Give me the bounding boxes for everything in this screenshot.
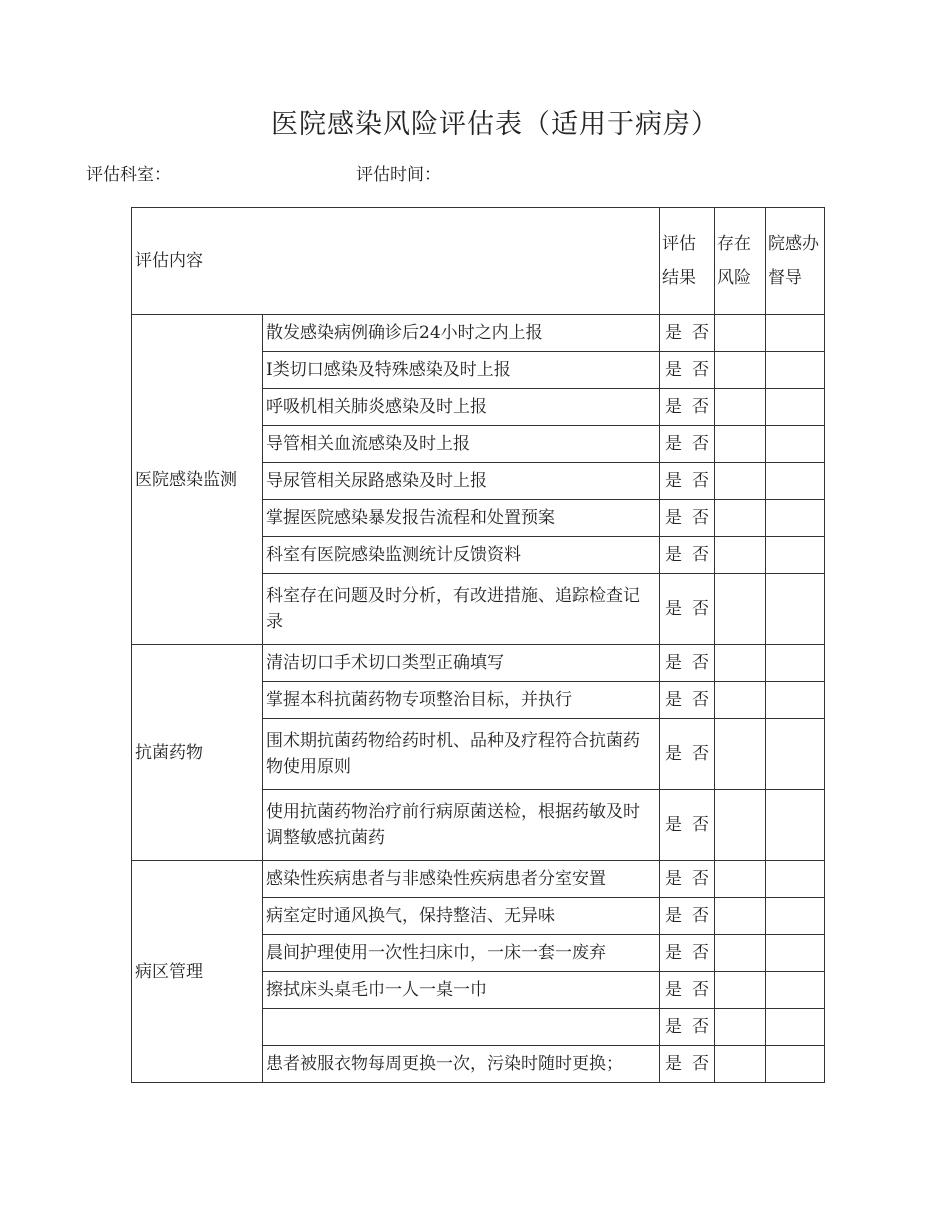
yes-option[interactable]: 是	[665, 434, 682, 454]
supervise-cell[interactable]	[766, 574, 825, 645]
yes-option[interactable]: 是	[665, 653, 682, 673]
result-cell	[660, 463, 715, 500]
result-cell	[660, 790, 715, 861]
supervise-cell[interactable]	[766, 790, 825, 861]
no-option[interactable]: 否	[692, 397, 709, 417]
item-cell: 围术期抗菌药物给药时机、品种及疗程符合抗菌药物使用原则	[263, 719, 660, 790]
risk-cell[interactable]	[715, 645, 766, 682]
no-option[interactable]: 否	[692, 545, 709, 565]
risk-cell[interactable]	[715, 972, 766, 1009]
result-cell	[660, 500, 715, 537]
no-option[interactable]: 否	[692, 360, 709, 380]
supervise-cell[interactable]	[766, 898, 825, 935]
item-cell: 科室存在问题及时分析，有改进措施、追踪检查记录	[263, 574, 660, 645]
result-cell	[660, 574, 715, 645]
no-option[interactable]: 否	[692, 1017, 709, 1037]
item-cell: 呼吸机相关肺炎感染及时上报	[263, 389, 660, 426]
no-option[interactable]: 否	[692, 906, 709, 926]
no-option[interactable]: 否	[692, 744, 709, 764]
risk-cell[interactable]	[715, 1046, 766, 1083]
result-cell	[660, 645, 715, 682]
item-cell: 导尿管相关尿路感染及时上报	[263, 463, 660, 500]
risk-cell[interactable]	[715, 935, 766, 972]
no-option[interactable]: 否	[692, 943, 709, 963]
risk-cell[interactable]	[715, 315, 766, 352]
risk-cell[interactable]	[715, 500, 766, 537]
item-cell: 科室有医院感染监测统计反馈资料	[263, 537, 660, 574]
item-cell: 擦拭床头桌毛巾一人一桌一巾	[263, 972, 660, 1009]
yes-option[interactable]: 是	[665, 815, 682, 835]
category-cell: 病区管理	[132, 861, 263, 1083]
yes-option[interactable]: 是	[665, 545, 682, 565]
no-option[interactable]: 否	[692, 980, 709, 1000]
assessment-table	[131, 207, 825, 1083]
header-content: 评估内容	[132, 208, 660, 315]
no-option[interactable]: 否	[692, 471, 709, 491]
item-cell: I类切口感染及特殊感染及时上报	[263, 352, 660, 389]
result-cell	[660, 935, 715, 972]
result-cell	[660, 537, 715, 574]
item-cell: 病室定时通风换气，保持整洁、无异味	[263, 898, 660, 935]
result-cell	[660, 861, 715, 898]
no-option[interactable]: 否	[692, 653, 709, 673]
result-cell	[660, 719, 715, 790]
supervise-cell[interactable]	[766, 1046, 825, 1083]
result-cell	[660, 682, 715, 719]
risk-cell[interactable]	[715, 537, 766, 574]
category-cell: 医院感染监测	[132, 315, 263, 645]
yes-option[interactable]: 是	[665, 508, 682, 528]
result-cell	[660, 1009, 715, 1046]
no-option[interactable]: 否	[692, 1054, 709, 1074]
table-row	[132, 645, 825, 682]
item-cell	[263, 1009, 660, 1046]
supervise-cell[interactable]	[766, 682, 825, 719]
supervise-cell[interactable]	[766, 972, 825, 1009]
header-result: 评估结果	[660, 208, 715, 315]
yes-option[interactable]: 是	[665, 690, 682, 710]
result-cell	[660, 1046, 715, 1083]
no-option[interactable]: 否	[692, 434, 709, 454]
result-cell	[660, 389, 715, 426]
yes-option[interactable]: 是	[665, 980, 682, 1000]
yes-option[interactable]: 是	[665, 906, 682, 926]
supervise-cell[interactable]	[766, 719, 825, 790]
header-risk: 存在风险	[715, 208, 766, 315]
supervise-cell[interactable]	[766, 1009, 825, 1046]
risk-cell[interactable]	[715, 389, 766, 426]
yes-option[interactable]: 是	[665, 869, 682, 889]
supervise-cell[interactable]	[766, 537, 825, 574]
risk-cell[interactable]	[715, 682, 766, 719]
no-option[interactable]: 否	[692, 323, 709, 343]
supervise-cell[interactable]	[766, 645, 825, 682]
item-cell: 掌握医院感染暴发报告流程和处置预案	[263, 500, 660, 537]
item-cell: 晨间护理使用一次性扫床巾，一床一套一废弃	[263, 935, 660, 972]
yes-option[interactable]: 是	[665, 471, 682, 491]
table-row	[132, 861, 825, 898]
page-title: 医院感染风险评估表（适用于病房）	[271, 109, 719, 140]
yes-option[interactable]: 是	[665, 599, 682, 619]
yes-option[interactable]: 是	[665, 744, 682, 764]
item-cell: 清洁切口手术切口类型正确填写	[263, 645, 660, 682]
risk-cell[interactable]	[715, 790, 766, 861]
risk-cell[interactable]	[715, 352, 766, 389]
risk-cell[interactable]	[715, 861, 766, 898]
department-label: 评估科室：	[86, 165, 171, 185]
supervise-cell[interactable]	[766, 935, 825, 972]
yes-option[interactable]: 是	[665, 360, 682, 380]
item-cell: 患者被服衣物每周更换一次，污染时随时更换；	[263, 1046, 660, 1083]
supervise-cell[interactable]	[766, 861, 825, 898]
assessment-time-label: 评估时间：	[356, 165, 441, 185]
risk-cell[interactable]	[715, 898, 766, 935]
header-row	[132, 208, 825, 315]
item-cell: 散发感染病例确诊后24小时之内上报	[263, 315, 660, 352]
table-row	[132, 315, 825, 352]
item-cell: 感染性疾病患者与非感染性疾病患者分室安置	[263, 861, 660, 898]
supervise-cell[interactable]	[766, 463, 825, 500]
risk-cell[interactable]	[715, 426, 766, 463]
no-option[interactable]: 否	[692, 599, 709, 619]
yes-option[interactable]: 是	[665, 323, 682, 343]
yes-option[interactable]: 是	[665, 1017, 682, 1037]
category-cell: 抗菌药物	[132, 645, 263, 861]
risk-cell[interactable]	[715, 574, 766, 645]
risk-cell[interactable]	[715, 1009, 766, 1046]
no-option[interactable]: 否	[692, 815, 709, 835]
result-cell	[660, 898, 715, 935]
supervise-cell[interactable]	[766, 352, 825, 389]
supervise-cell[interactable]	[766, 389, 825, 426]
supervise-cell[interactable]	[766, 426, 825, 463]
header-supervise: 院感办督导	[766, 208, 825, 315]
item-cell: 使用抗菌药物治疗前行病原菌送检，根据药敏及时调整敏感抗菌药	[263, 790, 660, 861]
yes-option[interactable]: 是	[665, 943, 682, 963]
risk-cell[interactable]	[715, 463, 766, 500]
result-cell	[660, 352, 715, 389]
no-option[interactable]: 否	[692, 508, 709, 528]
supervise-cell[interactable]	[766, 500, 825, 537]
no-option[interactable]: 否	[692, 690, 709, 710]
item-cell: 导管相关血流感染及时上报	[263, 426, 660, 463]
no-option[interactable]: 否	[692, 869, 709, 889]
supervise-cell[interactable]	[766, 315, 825, 352]
result-cell	[660, 972, 715, 1009]
result-cell	[660, 426, 715, 463]
yes-option[interactable]: 是	[665, 1054, 682, 1074]
risk-cell[interactable]	[715, 719, 766, 790]
item-cell: 掌握本科抗菌药物专项整治目标，并执行	[263, 682, 660, 719]
result-cell	[660, 315, 715, 352]
yes-option[interactable]: 是	[665, 397, 682, 417]
